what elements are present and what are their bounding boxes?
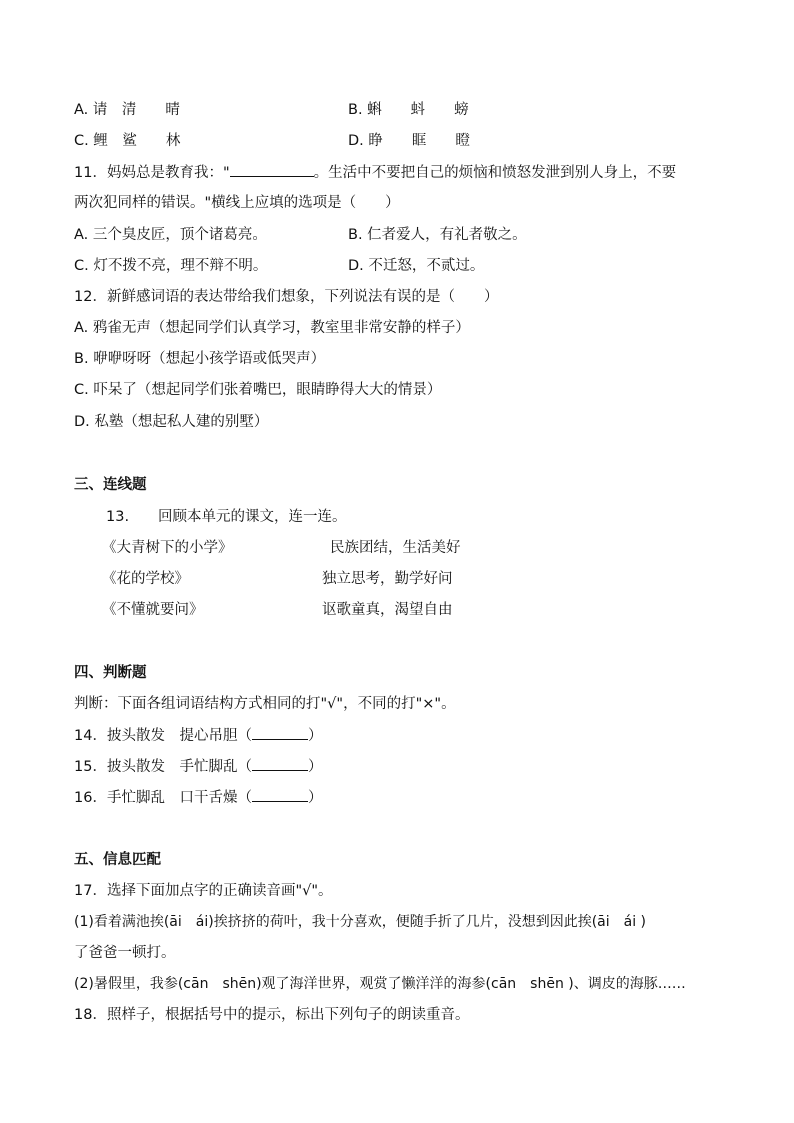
q17-part1-line2: 了爸爸一顿打。 [74,945,176,961]
q15-close: ） [307,759,323,775]
section-3-title: 三、连线题 [74,477,147,493]
q15-words: 15．披头散发 手忙脚乱（ [74,759,252,775]
q17-part1-line1: (1)看着满池挨(āi ái)挨挤挤的荷叶，我十分喜欢，便随手折了几片，没想到因此挨(āi ái ) [74,914,647,930]
q13-left-item-1[interactable]: 《大青树下的小学》 [102,540,233,556]
q18-stem: 18．照样子，根据括号中的提示，标出下列句子的朗读重音。 [74,1007,470,1023]
q12-option-c: C. 吓呆了（想起同学们张着嘴巴，眼睛睁得大大的情景） [74,382,442,398]
q15 [74,756,322,777]
q11-blank[interactable] [230,162,314,177]
section-5-title: 五、信息匹配 [74,852,161,868]
q11-option-d: D. 不迁怒，不贰过。 [348,258,485,274]
q10-option-b: B. 蝌 蚪 螃 [348,102,469,118]
q11-stem-line2: 两次犯同样的错误。"横线上应填的选项是（ ） [74,195,400,211]
q14-blank[interactable] [252,725,308,740]
q13-stem: 13. 回顾本单元的课文，连一连。 [106,509,347,525]
q13-right-item-3[interactable]: 讴歌童真，渴望自由 [322,602,453,618]
q10-option-a: A. 请 清 晴 [74,102,180,118]
q11-option-b: B. 仁者爱人，有礼者敬之。 [348,227,527,243]
judge-instruction: 判断：下面各组词语结构方式相同的打"√"，不同的打"×"。 [74,696,456,712]
q17-part2: (2)暑假里，我参(cān shēn)观了海洋世界，观赏了懒洋洋的海参(cān shēn )、调皮的海豚…… [74,976,686,992]
q13-right-item-1[interactable]: 民族团结，生活美好 [330,540,461,556]
q10-option-d: D. 睁 眶 瞪 [348,133,470,149]
section-4-title: 四、判断题 [74,665,147,681]
q14-words: 14．披头散发 提心吊胆（ [74,728,252,744]
q16-close: ） [307,790,323,806]
q12-option-a: A. 鸦雀无声（想起同学们认真学习，教室里非常安静的样子） [74,320,470,336]
q11-stem-part1: 11．妈妈总是教育我：" [74,165,230,181]
q16 [74,787,322,808]
q11-stem-line1 [74,162,676,183]
q14 [74,725,322,746]
q12-option-b: B. 咿咿呀呀（想起小孩学语或低哭声） [74,351,326,367]
q17-stem: 17．选择下面加点字的正确读音画"√"。 [74,883,333,899]
q14-close: ） [307,728,323,744]
q12-option-d: D. 私塾（想起私人建的别墅） [74,414,269,430]
q16-blank[interactable] [252,787,308,802]
q10-option-c: C. 鲤 鲨 林 [74,133,181,149]
q11-option-c: C. 灯不拨不亮，理不辩不明。 [74,258,268,274]
q15-blank[interactable] [252,756,308,771]
q11-option-a: A. 三个臭皮匠，顶个诸葛亮。 [74,227,267,243]
q13-left-item-3[interactable]: 《不懂就要问》 [102,602,204,618]
q12-stem: 12．新鲜感词语的表达带给我们想象，下列说法有误的是（ ） [74,289,499,305]
q13-right-item-2[interactable]: 独立思考，勤学好问 [322,571,453,587]
q13-left-item-2[interactable]: 《花的学校》 [102,571,189,587]
q16-words: 16．手忙脚乱 口干舌燥（ [74,790,252,806]
q11-stem-part2: 。生活中不要把自己的烦恼和愤怒发泄到别人身上，不要 [313,165,677,181]
